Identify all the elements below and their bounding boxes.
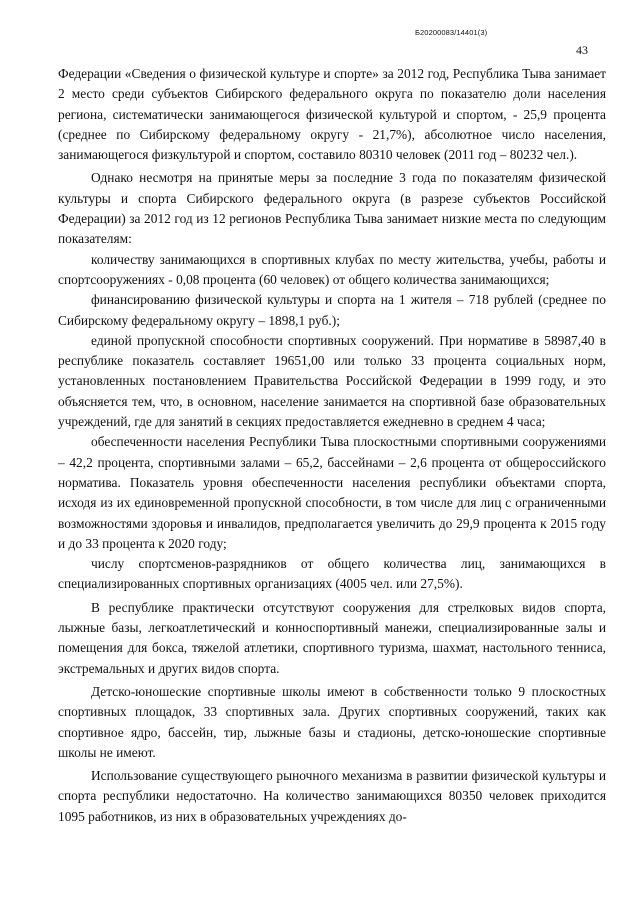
paragraph: В республике практически отсутствуют сооружения для стрелковых видов спорта, лыжные базы, легкоатлетический и конноспортивный манежи, специализированные залы и помещения для бокса, тяжелой атлетики, спортивного туризма, шахмат, настольного тенниса, экстремальных и других видов спорта. (58, 599, 606, 676)
list-item: числу спортсменов-разрядников от общего количества лиц, занимающихся в специализированных спортивных организациях (4005 чел. или 27,5%). (58, 556, 606, 592)
paragraph: Использование существующего рыночного механизма в развитии физической культуры и спорта республики недостаточно. На количество занимающихся 80350 человек приходится 1095 работников, из них в образовательных учреждениях до- (58, 768, 606, 824)
paragraph: Однако несмотря на принятые меры за последние 3 года по показателям физической культуры и спорта Сибирского федерального округа (в разрезе субъектов Российской Федерации) за 2012 год из 12 регионов Республика Тыва занимает низкие места по следующим показателям: (58, 170, 606, 247)
paragraph-continuation: Федерации «Сведения о физической культуре и спорте» за 2012 год, Республика Тыва занимает 2 место среди субъектов Сибирского федерального округа по показателю доли населения региона, систематически занимающегося физической культурой и спортом, - 25,9 процента (среднее по Сибирскому федеральному округу - 21,7%), абсолютное число населения, занимающегося физкультурой и спортом, составило 80310 человек (2011 год – 80232 чел.). (58, 66, 606, 163)
body-text (58, 64, 606, 827)
list-item: финансированию физической культуры и спорта на 1 жителя – 718 рублей (среднее по Сибирскому федеральному округу – 1898,1 руб.); (58, 292, 606, 328)
list-item: количеству занимающихся в спортивных клубах по месту жительства, учебы, работы и спортсооружениях - 0,08 процента (60 человек) от общего количества занимающихся; (58, 251, 606, 287)
list-item: обеспеченности населения Республики Тыва плоскостными спортивными сооружениями – 42,2 процента, спортивными залами – 65,2, бассейнами – 2,6 процента от общероссийского норматива. Показатель уровня обеспеченности населения республики объектами спорта, исходя из их единовременной пропускной способности, в том числе для лиц с ограниченными возможностями здоровья и инвалидов, предполагается увеличить до 29,9 процента к 2015 году и до 33 процента к 2020 году; (58, 434, 606, 551)
paragraph: Детско-юношеские спортивные школы имеют в собственности только 9 плоскостных спортивных площадок, 33 спортивных зала. Других спортивных сооружений, таких как спортивное ядро, бассейн, тир, лыжные базы и стадионы, детско-юношеские спортивные школы не имеют. (58, 683, 606, 760)
page-number: 43 (576, 43, 588, 57)
document-code: Б20200083/14401(3) (415, 28, 488, 37)
list-item: единой пропускной способности спортивных сооружений. При нормативе в 58987,40 в республике показатель составляет 19651,00 или только 33 процента социальных норм, установленных постановлением Правительства Российской Федерации в 1999 году, и это объясняется тем, что, в основном, население занимается на спортивной базе образовательных учреждений, где для занятий в секциях предоставляется ежедневно в среднем 4 часа; (58, 332, 606, 430)
